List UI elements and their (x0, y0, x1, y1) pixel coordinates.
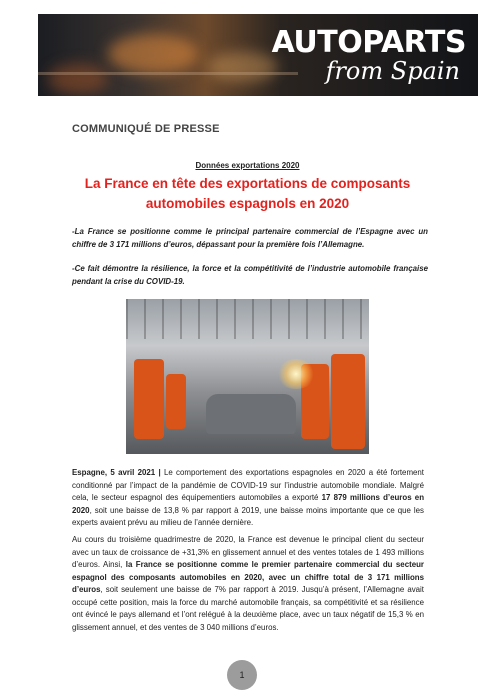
article-title: La France en tête des exportations de composants automobiles espagnols en 2020 (84, 176, 411, 211)
dateline: Espagne, 5 avril 2021 | (72, 468, 161, 477)
banner-rail (38, 72, 298, 75)
article-kicker: Données exportations 2020 (195, 161, 300, 170)
paragraph-text: , soit une baisse de 13,8 % par rapport à 2019, une baisse moins importante que ce que les experts avaient prévu au milieu de l’année dernière. (72, 505, 424, 527)
robot-arm (134, 359, 164, 439)
paragraph-text: Le comportement des exportations espagnoles en 2020 a été fortement conditionné par l’impact de la pandémie de COVID-19 sur l’industrie automobile mondiale. Malgré cela, le secteur espagnol des équipementiers automobiles a exporté (72, 468, 424, 502)
logo-tagline: from Spain (325, 57, 460, 85)
banner-light-glow (48, 64, 108, 94)
paragraph-text: , soit seulement une baisse de 7% par rapport à 2019. Jusqu’à présent, l’Allemagne avait occupé cette position, mais la force du marché automobile français, sa compétitivité et sa résilience ont évincé le pays allemand et l’ont relégué à la deuxième place, avec un taux négatif de 15,3 % en glissement annuel, et des ventes de 3 040 millions d’euros. (72, 585, 424, 632)
key-point: -La France se positionne comme le principal partenaire commercial de l’Espagne avec un chiffre de 3 171 millions d’euros, dépassant pour la première fois l’Allemagne. (72, 227, 428, 249)
car-body (206, 394, 296, 434)
autoparts-logo (271, 25, 466, 85)
banner-light-glow (108, 34, 198, 74)
paragraph-text: Au cours du troisième quadrimestre de 2020, la France est devenue le principal client du secteur avec un taux de croissance de +31,3% en glissement annuel et des ventes totales de 1 493 millions d’euros. Ainsi, (72, 535, 424, 569)
photo-ceiling (126, 299, 369, 339)
page-number: 1 (227, 660, 257, 690)
banner-light-glow (208, 52, 278, 82)
factory-robots-photo (126, 299, 369, 454)
robot-arm (331, 354, 365, 449)
document-type-label: COMMUNIQUÉ DE PRESSE (72, 123, 220, 135)
export-amount: 17 879 millions d’euros en 2020 (72, 493, 425, 515)
welding-sparks (276, 359, 316, 389)
logo-brand: AUTOPARTS (271, 25, 466, 60)
highlight-text: la France se positionne comme le premier partenaire commercial du secteur espagnol des composants automobiles en 2020, avec un chiffre total de 3 171 millions d’euros (72, 560, 424, 594)
key-point: -Ce fait démontre la résilience, la force et la compétitivité de l’industrie automobile française pendant la crise du COVID-19. (72, 264, 428, 286)
body-paragraph (72, 467, 424, 530)
header-banner (38, 14, 478, 96)
body-paragraph (72, 534, 424, 634)
robot-arm (166, 374, 186, 429)
